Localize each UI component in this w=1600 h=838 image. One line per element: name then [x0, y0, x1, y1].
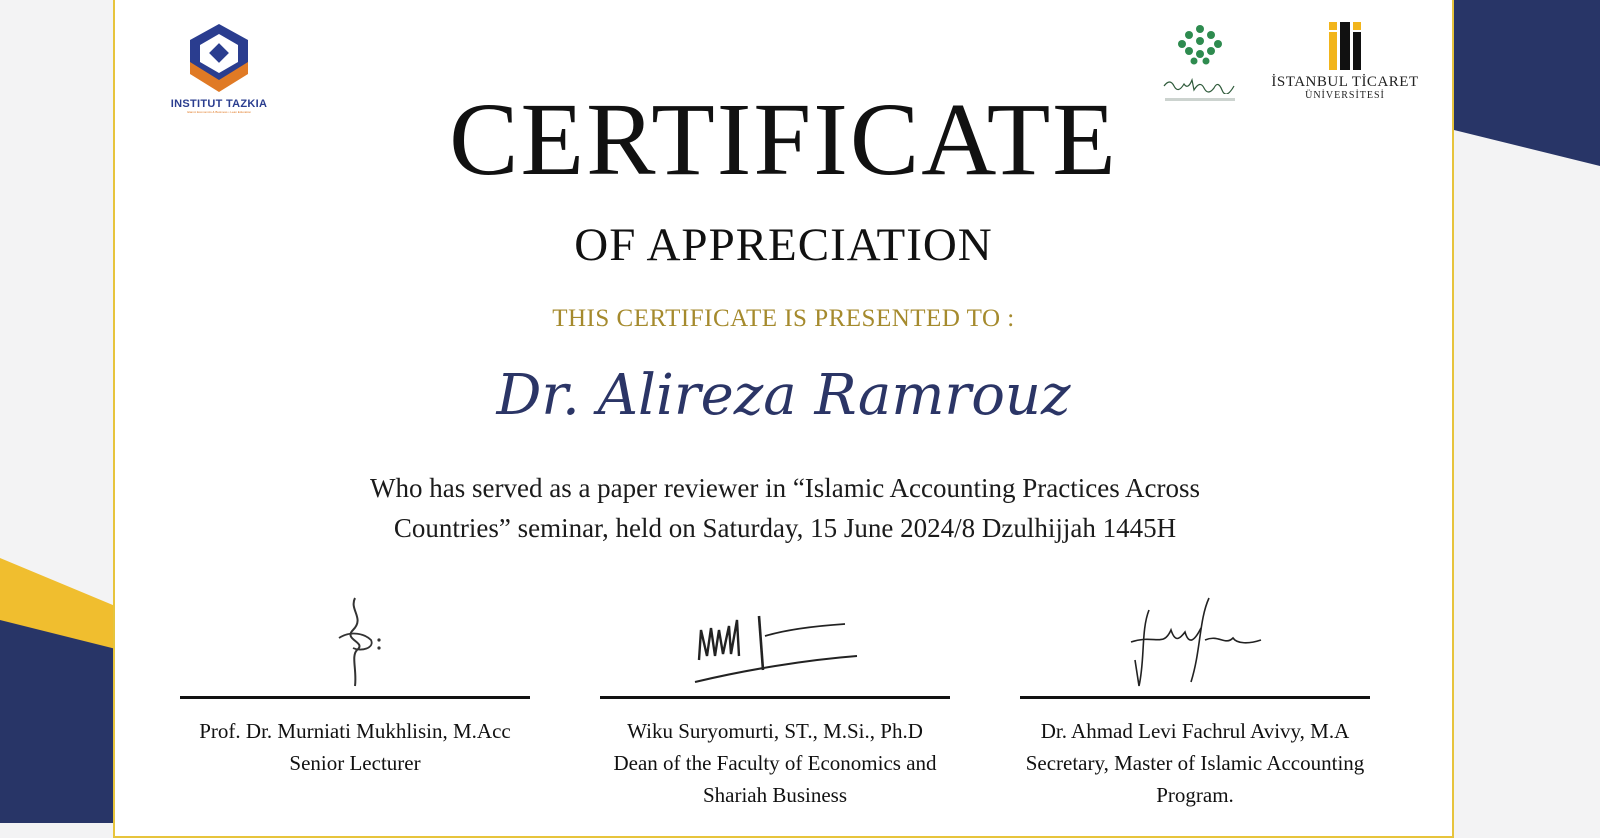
decor-right-shape [1454, 0, 1600, 170]
decor-left-shapes [0, 540, 120, 823]
certificate-paper [113, 0, 1454, 838]
tazkia-emblem-icon [184, 22, 254, 94]
istanbul-ticaret-name: İSTANBUL TİCARET [1271, 74, 1419, 90]
signatory-3-role-line-2: Program. [1156, 783, 1234, 807]
signature-line-1 [180, 696, 530, 699]
signatory-2-role: Dean of the Faculty of Economics and [613, 751, 937, 775]
certificate-body [255, 468, 1315, 548]
recipient-name: Dr. Alireza Ramrouz [496, 363, 1071, 428]
istanbul-ticaret-sub: ÜNİVERSİTESİ [1305, 90, 1385, 101]
certificate-title: CERTIFICATE [449, 82, 1118, 197]
signature-line-3 [1020, 696, 1370, 699]
istanbul-ticaret-emblem-icon [1325, 22, 1365, 70]
presented-to-label: THIS CERTIFICATE IS PRESENTED TO : [552, 305, 1015, 332]
signature-line-2 [600, 696, 950, 699]
signature-3 [1105, 590, 1285, 690]
association-emblem-icon [1174, 24, 1226, 68]
signatory-1-role: Senior Lecturer [289, 751, 421, 775]
signatory-3-role: Secretary, Master of Islamic Accounting [1025, 751, 1365, 775]
signature-1 [295, 590, 415, 690]
tazkia-name: INSTITUT TAZKIA [170, 98, 268, 110]
signature-block-1 [155, 590, 555, 779]
signatory-2-name: Wiku Suryomurti, ST., M.Si., Ph.D [627, 719, 923, 743]
certificate-subtitle: OF APPRECIATION [574, 219, 993, 271]
body-line-2: Countries” seminar, held on Saturday, 15 June 2024/8 Dzulhijjah 1445H [393, 513, 1177, 543]
signatory-2-role-line-2: Shariah Business [702, 783, 848, 807]
tazkia-tagline: Islamic Economics & Business • Lean Education [186, 110, 252, 114]
body-line-1: Who has served as a paper reviewer in “Islamic Accounting Practices Across [370, 473, 1200, 503]
signature-2 [685, 590, 865, 690]
signatory-1-name: Prof. Dr. Murniati Mukhlisin, M.Acc [199, 719, 511, 743]
signature-block-3 [995, 590, 1395, 811]
signature-block-2 [575, 590, 975, 811]
signatory-3-name: Dr. Ahmad Levi Fachrul Avivy, M.A [1040, 719, 1350, 743]
